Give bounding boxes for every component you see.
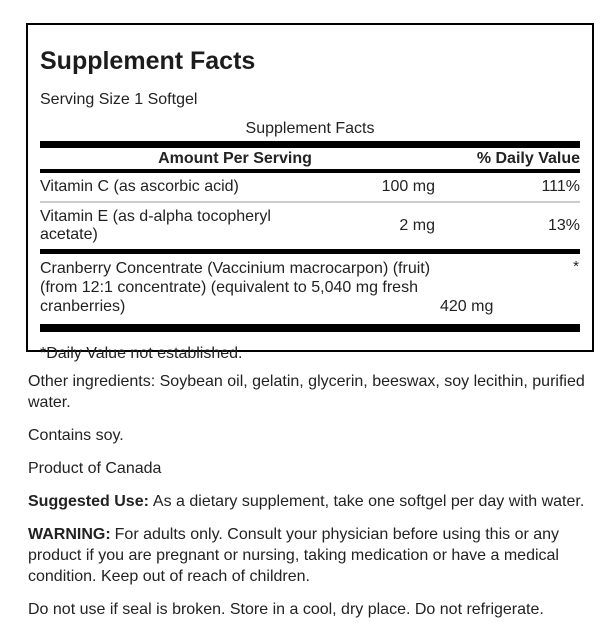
suggested-use: [28, 491, 590, 512]
origin-statement: Product of Canada: [28, 460, 162, 477]
ingredient-name-line: [40, 297, 580, 316]
thick-divider-bottom: [40, 324, 580, 332]
warning-label: WARNING:: [28, 526, 111, 543]
table-header-row: [40, 148, 580, 169]
panel-title: Supplement Facts: [40, 47, 256, 75]
ingredient-name: Vitamin C (as ascorbic acid): [40, 178, 239, 195]
warning: [28, 524, 590, 587]
warning-text: For adults only. Consult your physician before using this or any product if you are pregnant or nursing, taking medication or have a medical condition. Keep out of reach of children.: [28, 526, 560, 585]
suggested-use-text: As a dietary supplement, take one softgel per day with water.: [152, 493, 585, 510]
ingredient-amount: 420 mg: [440, 298, 494, 315]
ingredient-daily-value: 13%: [547, 217, 580, 234]
table-row-vitamin-c: [40, 173, 580, 201]
thick-divider-top: [40, 141, 580, 148]
suggested-use-label: Suggested Use:: [28, 493, 149, 510]
ingredient-name: Vitamin E (as d-alpha tocopheryl acetate): [40, 208, 271, 243]
storage-instructions: Do not use if seal is broken. Store in a cool, dry place. Do not refrigerate.: [28, 601, 544, 618]
contains-statement: Contains soy.: [28, 427, 124, 444]
supplement-facts-panel: [26, 23, 594, 362]
ingredient-amount: 100 mg: [381, 178, 435, 195]
label-details: [28, 371, 590, 624]
other-ingredients: Other ingredients: Soybean oil, gelatin, glycerin, beeswax, soy lecithin, purified water.: [28, 373, 585, 411]
ingredient-amount: 2 mg: [399, 217, 435, 234]
table-caption: Supplement Facts: [245, 120, 375, 137]
table-row-vitamin-e: [40, 203, 580, 249]
daily-value-header: % Daily Value: [476, 150, 580, 167]
ingredient-name-line: (from 12:1 concentrate) (equivalent to 5,040 mg fresh: [40, 279, 418, 296]
table-row-cranberry: [40, 254, 580, 318]
ingredient-name-fragment: cranberries): [40, 298, 126, 315]
daily-value-asterisk: *: [573, 258, 579, 275]
ingredient-name-line: Cranberry Concentrate (Vaccinium macrocarpon) (fruit): [40, 260, 431, 277]
serving-size: Serving Size 1 Softgel: [40, 91, 198, 108]
ingredient-daily-value: 111%: [541, 178, 580, 195]
amount-per-serving-header: Amount Per Serving: [158, 150, 312, 167]
daily-value-footnote: *Daily Value not established.: [40, 345, 243, 362]
